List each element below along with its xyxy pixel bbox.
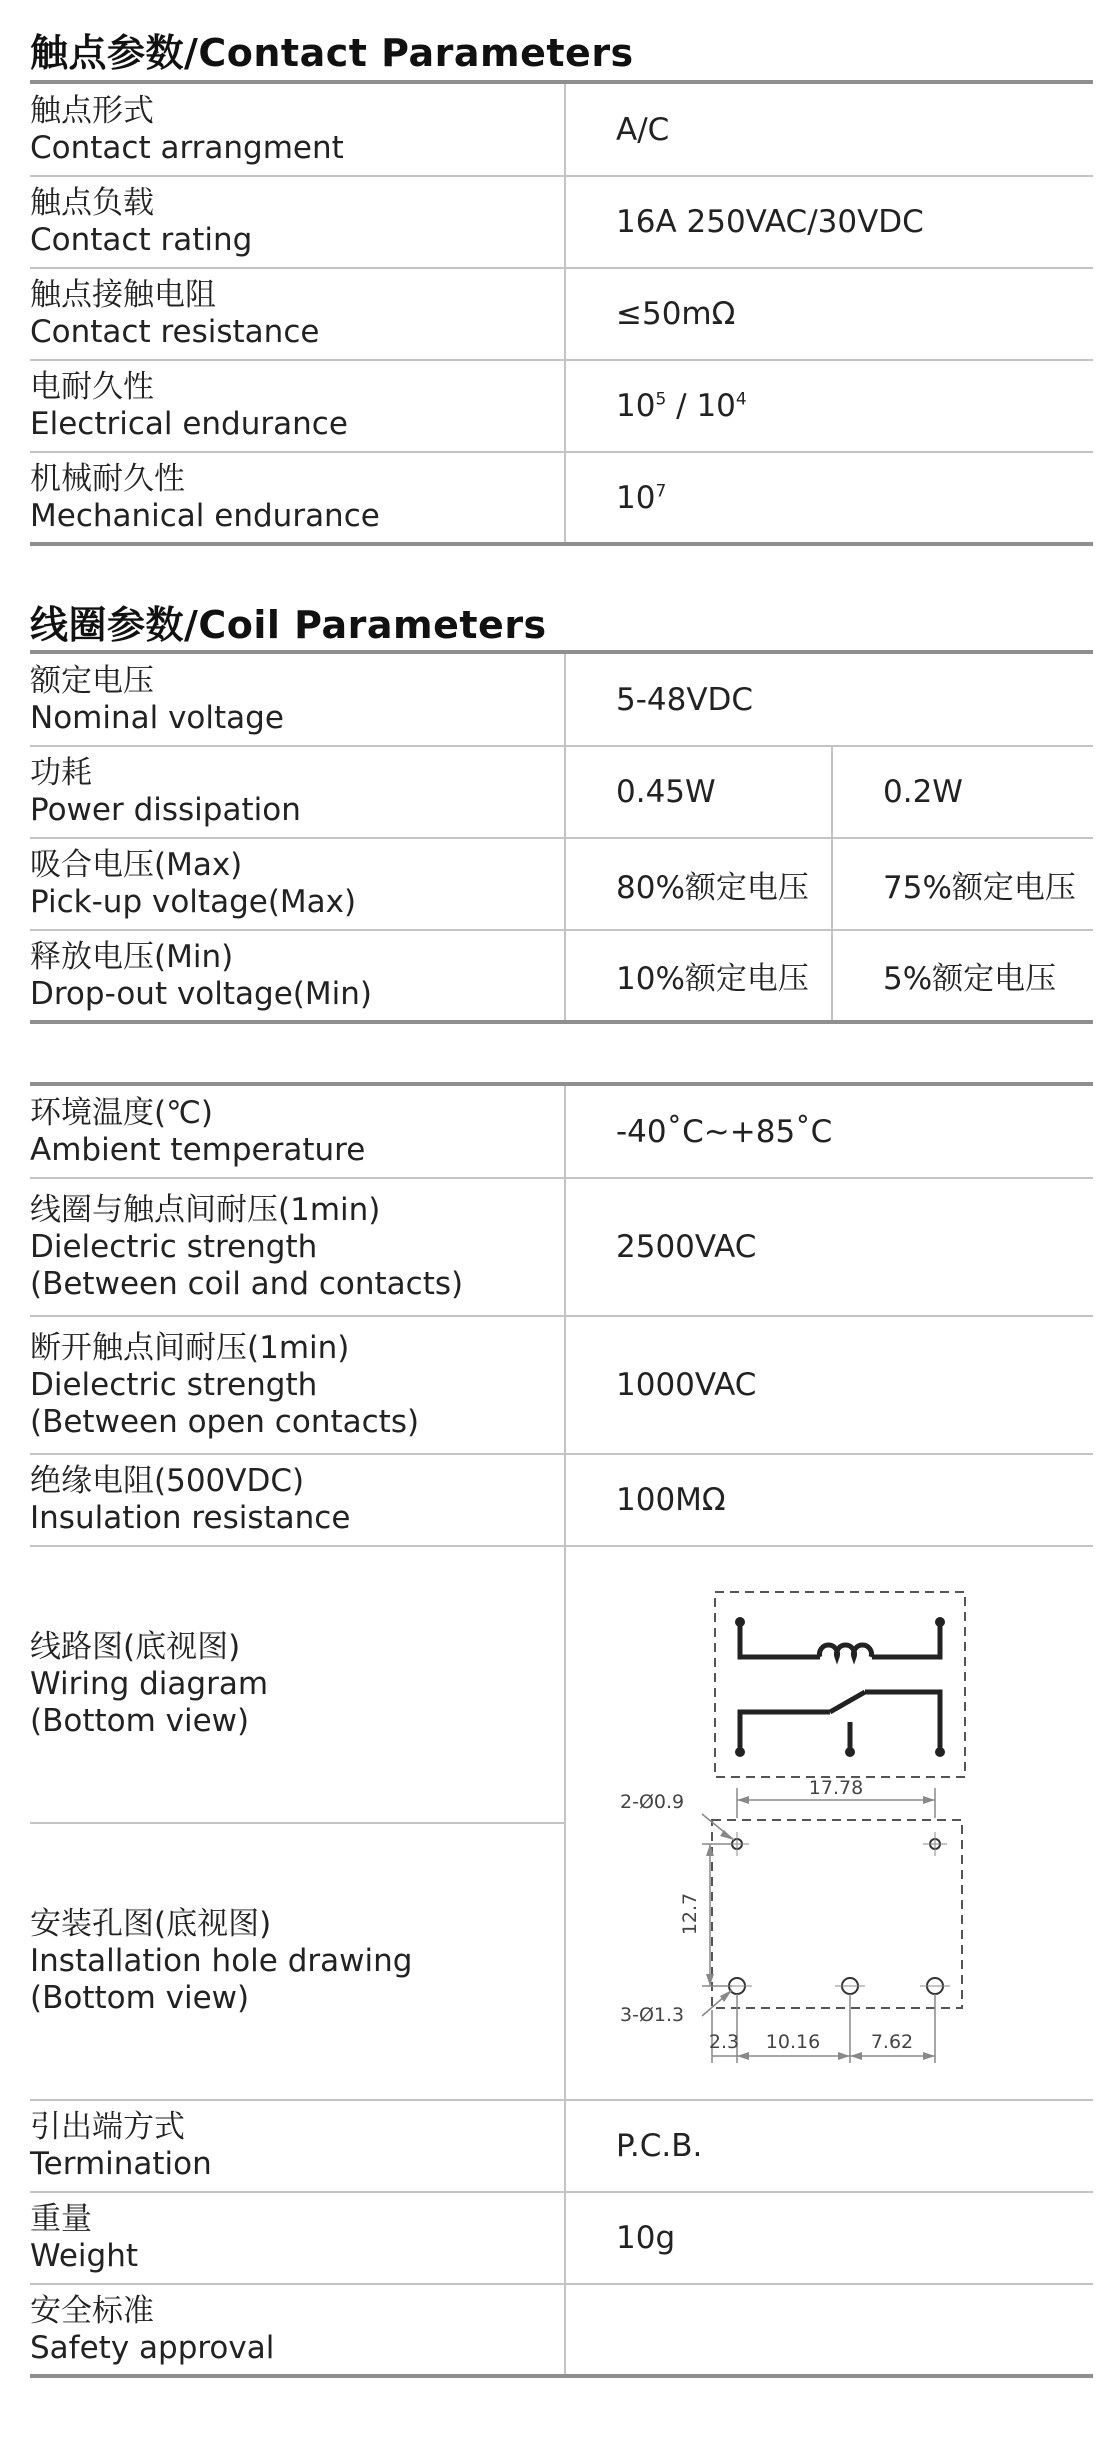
row-label: 机械耐久性 Mechanical endurance — [30, 452, 565, 544]
row-value: -40˚C~+85˚C — [616, 1113, 833, 1150]
table-row — [30, 268, 1093, 360]
row-value-2: 0.2W — [883, 774, 963, 810]
table-row — [30, 1454, 1093, 1546]
table-row — [30, 1316, 1093, 1454]
dim-b2-label: 10.16 — [765, 2031, 821, 2053]
table-row — [30, 746, 1093, 838]
row-label: 触点接触电阻 Contact resistance — [30, 268, 565, 360]
coil-table — [30, 654, 1093, 1024]
row-value-1: 0.45W — [565, 746, 832, 838]
dim-left-label: 12.7 — [679, 1892, 701, 1936]
row-value-1: 80%额定电压 — [565, 838, 832, 930]
wiring-diagram — [700, 1582, 970, 1786]
row-value: 2500VAC — [616, 1229, 757, 1265]
dim-top-label: 17.78 — [808, 1778, 864, 1799]
table-row — [30, 176, 1093, 268]
row-label: 环境温度(℃) Ambient temperature — [30, 1086, 565, 1178]
row-label: 绝缘电阻(500VDC) Insulation resistance — [30, 1454, 565, 1546]
row-label: 释放电压(Min) Drop-out voltage(Min) — [30, 930, 565, 1022]
contact-table — [30, 84, 1093, 546]
row-value-1: 10%额定电压 — [565, 930, 832, 1022]
row-value: 10g — [616, 2220, 676, 2256]
row-label: 触点负载 Contact rating — [30, 176, 565, 268]
row-value: 16A 250VAC/30VDC — [616, 204, 924, 240]
table-row — [30, 930, 1093, 1022]
coil-section-title: 线圈参数/Coil Parameters — [30, 603, 547, 647]
table-row — [30, 452, 1093, 544]
hole2-label: 2-Ø0.9 — [620, 1791, 685, 1813]
table-row — [30, 654, 1093, 746]
row-label: 触点形式 Contact arrangment — [30, 84, 565, 176]
row-value: A/C — [616, 111, 670, 148]
row-label: 吸合电压(Max) Pick-up voltage(Max) — [30, 838, 565, 930]
row-label: 断开触点间耐压(1min) Dielectric strength (Between open contacts) — [30, 1316, 565, 1454]
row-value: 5-48VDC — [616, 681, 754, 718]
table-row — [30, 838, 1093, 930]
row-label: 引出端方式 Termination — [30, 2100, 565, 2192]
row-value: P.C.B. — [616, 2128, 703, 2164]
table-row — [30, 1086, 1093, 1178]
row-label: 重量 Weight — [30, 2192, 565, 2284]
row-label: 线路图(底视图) Wiring diagram (Bottom view) — [30, 1546, 565, 1823]
row-label: 功耗 Power dissipation — [30, 746, 565, 838]
hole3-label: 3-Ø1.3 — [620, 2004, 685, 2026]
contact-section-title: 触点参数/Contact Parameters — [30, 31, 634, 75]
row-label: 电耐久性 Electrical endurance — [30, 360, 565, 452]
row-value-2: 5%额定电压 — [883, 961, 1057, 997]
table-row — [30, 2192, 1093, 2284]
dim-b1-label: 2.3 — [708, 2031, 740, 2053]
row-value: 1000VAC — [616, 1367, 757, 1403]
row-label: 线圈与触点间耐压(1min) Dielectric strength (Between coil and contacts) — [30, 1178, 565, 1316]
row-value: ≤50mΩ — [616, 296, 736, 332]
row-value — [565, 2284, 1093, 2376]
row-label: 额定电压 Nominal voltage — [30, 654, 565, 746]
dim-b3-label: 7.62 — [870, 2031, 914, 2053]
installation-hole-drawing — [612, 1778, 987, 2074]
row-value-2: 75%额定电压 — [883, 869, 1076, 906]
table-row — [30, 2284, 1093, 2376]
table-row — [30, 2100, 1093, 2192]
table-row — [30, 360, 1093, 452]
row-label: 安全标准 Safety approval — [30, 2284, 565, 2376]
row-value: $10^7$ — [616, 479, 667, 516]
table-row — [30, 1178, 1093, 1316]
table-row — [30, 84, 1093, 176]
row-label: 安装孔图(底视图) Installation hole drawing (Bottom view) — [30, 1823, 565, 2100]
row-value: $10^5 / 10^4$ — [616, 388, 747, 424]
row-value: 100MΩ — [616, 1482, 726, 1518]
